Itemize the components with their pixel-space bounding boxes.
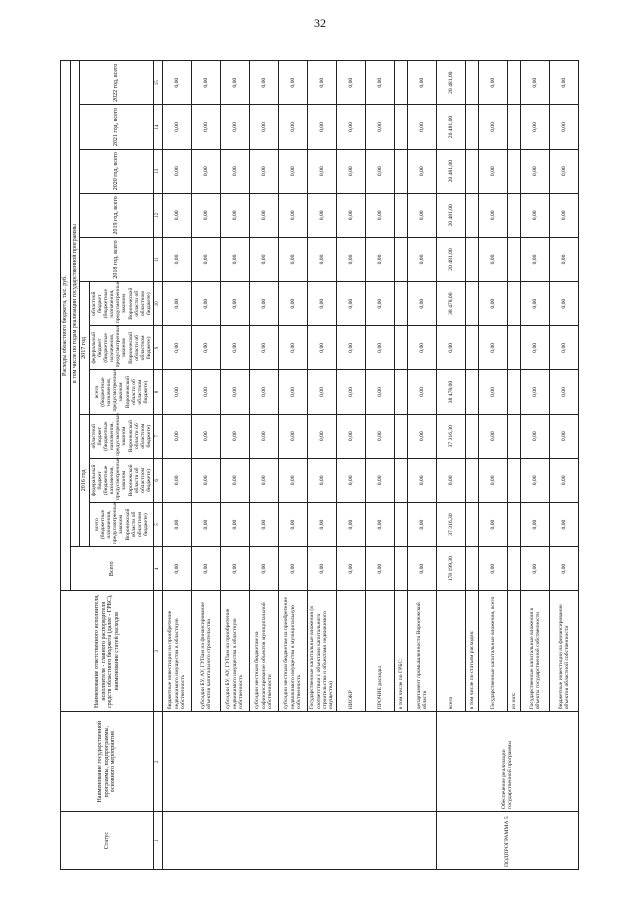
- value-cell: 0,00: [407, 282, 436, 326]
- value-cell: 0,00: [407, 547, 436, 591]
- value-cell: 0,00: [220, 193, 249, 237]
- value-cell: [394, 326, 407, 370]
- value-cell: [465, 414, 478, 458]
- value-cell: 0,00: [520, 105, 549, 149]
- value-cell: 0,00: [191, 547, 220, 591]
- value-cell: 0,00: [520, 414, 549, 458]
- header-2017: 2017 год: [80, 282, 90, 415]
- value-cell: 0,00: [162, 458, 191, 502]
- value-cell: 0,00: [278, 105, 307, 149]
- col-num: 15: [154, 61, 163, 105]
- value-cell: 0,00: [307, 61, 336, 105]
- value-cell: 0,00: [191, 105, 220, 149]
- value-cell: 0,00: [549, 414, 578, 458]
- program-name-cell: Обеспечение реализации государственной программы: [436, 712, 578, 812]
- value-cell: 20 481,00: [436, 237, 465, 281]
- value-cell: [394, 458, 407, 502]
- value-cell: [507, 149, 520, 193]
- rotated-table-content: [60, 60, 570, 870]
- value-cell: 0,00: [278, 149, 307, 193]
- value-cell: 0,00: [478, 105, 507, 149]
- value-cell: [507, 282, 520, 326]
- header-2017-federal: федеральный бюджет (бюджетные назначения, предусмотренные законом Воронежской области об областном бюджете): [89, 326, 153, 370]
- value-cell: 0,00: [249, 105, 278, 149]
- value-cell: 0,00: [336, 193, 365, 237]
- value-cell: 0,00: [365, 458, 394, 502]
- value-cell: [465, 61, 478, 105]
- value-cell: 0,00: [407, 370, 436, 414]
- value-cell: 0,00: [520, 502, 549, 546]
- value-cell: 0,00: [336, 370, 365, 414]
- value-cell: 0,00: [407, 414, 436, 458]
- value-cell: [394, 105, 407, 149]
- value-cell: 0,00: [220, 458, 249, 502]
- value-cell: 0,00: [520, 326, 549, 370]
- value-cell: [394, 414, 407, 458]
- value-cell: [465, 502, 478, 546]
- value-cell: [465, 458, 478, 502]
- value-cell: 0,00: [478, 193, 507, 237]
- value-cell: [394, 149, 407, 193]
- col-num: 6: [154, 458, 163, 502]
- col-num: 2: [154, 712, 163, 812]
- value-cell: 0,00: [549, 105, 578, 149]
- value-cell: 0,00: [365, 547, 394, 591]
- value-cell: 0,00: [278, 414, 307, 458]
- expense-item-label: субсидии местным бюджетам на приобретение недвижимого имущества в муниципальную собственность: [278, 591, 307, 712]
- value-cell: 0,00: [365, 61, 394, 105]
- value-cell: 0,00: [549, 547, 578, 591]
- value-cell: 0,00: [407, 149, 436, 193]
- value-cell: 0,00: [520, 193, 549, 237]
- value-cell: 0,00: [307, 193, 336, 237]
- expense-item-label: бюджетные инвестиции на финансирование объектов областной собственности: [549, 591, 578, 712]
- value-cell: 0,00: [307, 282, 336, 326]
- value-cell: 0,00: [191, 237, 220, 281]
- value-cell: 0,00: [249, 193, 278, 237]
- value-cell: 0,00: [407, 326, 436, 370]
- value-cell: 0,00: [191, 282, 220, 326]
- value-cell: 0,00: [191, 61, 220, 105]
- value-cell: 0,00: [436, 326, 465, 370]
- status-cell: ПОДПРОГРАММА 5: [436, 812, 578, 870]
- value-cell: 0,00: [249, 414, 278, 458]
- value-cell: 0,00: [478, 414, 507, 458]
- value-cell: 0,00: [365, 502, 394, 546]
- col-num: 9: [154, 326, 163, 370]
- value-cell: 0,00: [520, 547, 549, 591]
- expense-item-label: Государственные капитальные вложения (в соответствии с объектами капитального строительства и объектами недвижимого имущества): [307, 591, 336, 712]
- value-cell: 0,00: [549, 370, 578, 414]
- value-cell: 0,00: [278, 458, 307, 502]
- value-cell: 0,00: [365, 105, 394, 149]
- header-2017-total: всего (бюджетные назначения, предусмотренные законом Воронежской области об областном бюджете): [89, 370, 153, 414]
- value-cell: 38 478,00: [436, 370, 465, 414]
- value-cell: 0,00: [220, 237, 249, 281]
- header-executor: Наименование ответственного исполнителя, исполнителя - главного распорядителя средств областного бюджета (далее - ГРБС), наименование статей расходов: [61, 591, 154, 712]
- col-num: 4: [154, 547, 163, 591]
- value-cell: 0,00: [191, 414, 220, 458]
- value-cell: 0,00: [220, 414, 249, 458]
- value-cell: 0,00: [249, 458, 278, 502]
- value-cell: 20 481,00: [436, 61, 465, 105]
- value-cell: 0,00: [336, 282, 365, 326]
- value-cell: 0,00: [436, 458, 465, 502]
- value-cell: 0,00: [307, 414, 336, 458]
- value-cell: 0,00: [336, 414, 365, 458]
- header-2018: 2018 год, всего: [80, 237, 154, 281]
- table-row: [436, 61, 465, 870]
- value-cell: 0,00: [478, 502, 507, 546]
- value-cell: 0,00: [478, 326, 507, 370]
- value-cell: 0,00: [162, 414, 191, 458]
- value-cell: 0,00: [191, 370, 220, 414]
- value-cell: 0,00: [336, 458, 365, 502]
- value-cell: 0,00: [249, 502, 278, 546]
- value-cell: [394, 237, 407, 281]
- col-num: 7: [154, 414, 163, 458]
- page-number: 32: [314, 16, 326, 30]
- expense-item-label: бюджетные инвестиции на приобретение недвижимого имущества в областную собственность: [162, 591, 191, 712]
- header-sub-expenses: в том числе по годам реализации государственной программы: [70, 61, 80, 547]
- value-cell: 0,00: [478, 237, 507, 281]
- value-cell: [507, 105, 520, 149]
- value-cell: 0,00: [407, 458, 436, 502]
- value-cell: 0,00: [307, 502, 336, 546]
- header-total: Всего: [70, 547, 154, 591]
- value-cell: 0,00: [407, 237, 436, 281]
- value-cell: 0,00: [249, 149, 278, 193]
- value-cell: 0,00: [365, 282, 394, 326]
- value-cell: 0,00: [220, 149, 249, 193]
- value-cell: 0,00: [162, 61, 191, 105]
- column-number-row: [154, 61, 163, 870]
- value-cell: 0,00: [278, 282, 307, 326]
- value-cell: 0,00: [162, 237, 191, 281]
- status-cell: [162, 812, 436, 870]
- value-cell: 0,00: [478, 370, 507, 414]
- header-2021: 2021 год, всего: [80, 105, 154, 149]
- value-cell: 0,00: [549, 502, 578, 546]
- value-cell: [394, 370, 407, 414]
- value-cell: 0,00: [336, 547, 365, 591]
- value-cell: [507, 458, 520, 502]
- value-cell: 0,00: [307, 326, 336, 370]
- value-cell: 0,00: [478, 149, 507, 193]
- value-cell: [394, 282, 407, 326]
- value-cell: [394, 502, 407, 546]
- value-cell: [394, 193, 407, 237]
- header-2016-total: всего (бюджетные назначения, предусмотренные законом Воронежской области об областном бюджете): [89, 502, 153, 546]
- value-cell: 0,00: [220, 61, 249, 105]
- value-cell: 0,00: [191, 458, 220, 502]
- expense-item-label: департамент промышленности Воронежской области: [407, 591, 436, 712]
- value-cell: [507, 414, 520, 458]
- value-cell: 0,00: [365, 237, 394, 281]
- col-num: 5: [154, 502, 163, 546]
- col-num: 12: [154, 193, 163, 237]
- value-cell: 0,00: [191, 193, 220, 237]
- header-2016: 2016 год: [80, 414, 90, 547]
- value-cell: 0,00: [278, 326, 307, 370]
- value-cell: 0,00: [407, 193, 436, 237]
- value-cell: 0,00: [549, 326, 578, 370]
- value-cell: 0,00: [220, 502, 249, 546]
- value-cell: 0,00: [162, 547, 191, 591]
- value-cell: 0,00: [520, 149, 549, 193]
- value-cell: [394, 547, 407, 591]
- value-cell: 20 481,00: [436, 105, 465, 149]
- table-body: [162, 61, 578, 870]
- value-cell: 0,00: [365, 193, 394, 237]
- value-cell: 0,00: [249, 61, 278, 105]
- value-cell: 0,00: [249, 282, 278, 326]
- rotated-table-area: [60, 60, 570, 870]
- value-cell: 0,00: [307, 237, 336, 281]
- table-row: [162, 61, 191, 870]
- col-num: 10: [154, 282, 163, 326]
- value-cell: 0,00: [365, 414, 394, 458]
- value-cell: 0,00: [249, 547, 278, 591]
- value-cell: 0,00: [520, 458, 549, 502]
- value-cell: [507, 326, 520, 370]
- col-num: 1: [154, 812, 163, 870]
- value-cell: 0,00: [549, 193, 578, 237]
- value-cell: [465, 105, 478, 149]
- header-2019: 2019 год, всего: [80, 193, 154, 237]
- expense-item-label: из них:: [507, 591, 520, 712]
- expense-item-label: в том числе по ГРБС:: [394, 591, 407, 712]
- value-cell: 0,00: [249, 237, 278, 281]
- value-cell: 0,00: [220, 282, 249, 326]
- value-cell: 37 316,30: [436, 414, 465, 458]
- value-cell: [465, 282, 478, 326]
- value-cell: 38 478,00: [436, 282, 465, 326]
- value-cell: 20 481,00: [436, 193, 465, 237]
- value-cell: 0,00: [549, 458, 578, 502]
- header-program-name: Наименование государственной программы, подпрограммы, основного мероприятия: [61, 712, 154, 812]
- expense-item-label: Государственные капитальные вложения, всего: [478, 591, 507, 712]
- value-cell: 0,00: [336, 105, 365, 149]
- value-cell: 0,00: [307, 547, 336, 591]
- value-cell: 0,00: [520, 61, 549, 105]
- header-status: Статус: [61, 812, 154, 870]
- expense-item-label: в том числе по статьям расходов:: [465, 591, 478, 712]
- value-cell: 0,00: [162, 370, 191, 414]
- value-cell: 0,00: [162, 105, 191, 149]
- value-cell: [465, 370, 478, 414]
- value-cell: [465, 547, 478, 591]
- value-cell: 0,00: [162, 502, 191, 546]
- header-2022: 2022 год, всего: [80, 61, 154, 105]
- value-cell: 0,00: [220, 326, 249, 370]
- value-cell: [507, 237, 520, 281]
- value-cell: [507, 193, 520, 237]
- value-cell: 0,00: [191, 502, 220, 546]
- value-cell: 0,00: [220, 105, 249, 149]
- value-cell: 0,00: [278, 547, 307, 591]
- value-cell: [507, 61, 520, 105]
- value-cell: 0,00: [407, 105, 436, 149]
- expense-item-label: ПРОЧИЕ расходы: [365, 591, 394, 712]
- value-cell: 0,00: [478, 282, 507, 326]
- expense-item-label: субсидии БУ, АУ, ГУПам на финансирование объектов капитального строительства: [191, 591, 220, 712]
- value-cell: 0,00: [278, 237, 307, 281]
- value-cell: 0,00: [191, 326, 220, 370]
- value-cell: 0,00: [162, 282, 191, 326]
- value-cell: 0,00: [336, 326, 365, 370]
- value-cell: 0,00: [191, 149, 220, 193]
- value-cell: 0,00: [365, 326, 394, 370]
- value-cell: 0,00: [307, 105, 336, 149]
- program-name-cell: [162, 712, 436, 812]
- value-cell: 0,00: [549, 61, 578, 105]
- value-cell: 0,00: [162, 193, 191, 237]
- value-cell: 0,00: [220, 370, 249, 414]
- col-num: 3: [154, 591, 163, 712]
- value-cell: [465, 149, 478, 193]
- value-cell: 0,00: [278, 193, 307, 237]
- value-cell: [394, 61, 407, 105]
- value-cell: 0,00: [336, 502, 365, 546]
- expense-item-label: всего: [436, 591, 465, 712]
- value-cell: 0,00: [407, 502, 436, 546]
- header-2016-federal: федеральный бюджет (бюджетные назначения, предусмотренные законом Воронежской области об областном бюджете): [89, 458, 153, 502]
- value-cell: 0,00: [307, 370, 336, 414]
- header-2020: 2020 год, всего: [80, 149, 154, 193]
- value-cell: [507, 502, 520, 546]
- value-cell: [465, 326, 478, 370]
- value-cell: 0,00: [278, 502, 307, 546]
- value-cell: 0,00: [162, 326, 191, 370]
- expense-item-label: субсидии БУ, АУ, ГУПам на приобретение недвижимого имущества в областную собственность: [220, 591, 249, 712]
- value-cell: 0,00: [478, 547, 507, 591]
- value-cell: 0,00: [520, 237, 549, 281]
- value-cell: 20 481,00: [436, 149, 465, 193]
- header-2016-regional: областной бюджет (бюджетные назначения, предусмотренные законом Воронежской области об областном бюджете): [89, 414, 153, 458]
- value-cell: 0,00: [478, 458, 507, 502]
- value-cell: [465, 237, 478, 281]
- expenses-table: [60, 60, 579, 870]
- header-2017-regional: областной бюджет (бюджетные назначения, предусмотренные законом Воронежской области об областном бюджете): [89, 282, 153, 326]
- value-cell: 0,00: [549, 149, 578, 193]
- col-num: 13: [154, 149, 163, 193]
- col-num: 8: [154, 370, 163, 414]
- expense-item-label: субсидии местным бюджетам на софинансирование объектов муниципальной собственности: [249, 591, 278, 712]
- value-cell: 0,00: [365, 370, 394, 414]
- value-cell: 0,00: [336, 237, 365, 281]
- col-num: 14: [154, 105, 163, 149]
- value-cell: 0,00: [307, 149, 336, 193]
- value-cell: 0,00: [278, 61, 307, 105]
- value-cell: 0,00: [520, 370, 549, 414]
- value-cell: 0,00: [278, 370, 307, 414]
- value-cell: 178 199,30: [436, 547, 465, 591]
- value-cell: 0,00: [549, 237, 578, 281]
- expense-item-label: НИОКР: [336, 591, 365, 712]
- value-cell: 0,00: [520, 282, 549, 326]
- value-cell: [507, 547, 520, 591]
- value-cell: 0,00: [365, 149, 394, 193]
- header-expenses: Расходы областного бюджета, тыс. руб.: [61, 61, 71, 591]
- value-cell: 0,00: [549, 282, 578, 326]
- value-cell: 0,00: [478, 61, 507, 105]
- value-cell: 0,00: [336, 149, 365, 193]
- value-cell: 0,00: [249, 326, 278, 370]
- col-num: 11: [154, 237, 163, 281]
- value-cell: 0,00: [249, 370, 278, 414]
- value-cell: 0,00: [336, 61, 365, 105]
- value-cell: 0,00: [220, 547, 249, 591]
- value-cell: 37 316,30: [436, 502, 465, 546]
- expense-item-label: Государственные капитальные вложения в объекты государственной собственности: [520, 591, 549, 712]
- value-cell: [465, 193, 478, 237]
- value-cell: 0,00: [307, 458, 336, 502]
- value-cell: 0,00: [407, 61, 436, 105]
- value-cell: [507, 370, 520, 414]
- value-cell: 0,00: [162, 149, 191, 193]
